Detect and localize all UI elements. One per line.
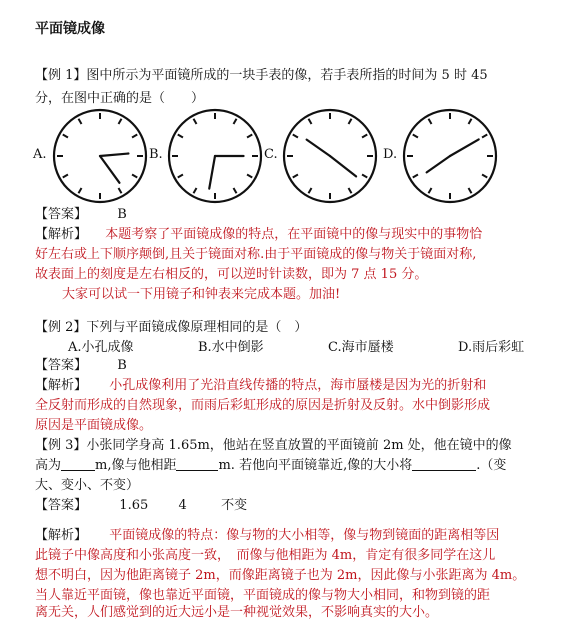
- ex3-blank-2[interactable]: [176, 457, 218, 471]
- clock-icon[interactable]: [281, 107, 379, 205]
- ex3-q2-b: m,像与他相距: [95, 458, 177, 473]
- ex3-q2-d: .（变: [476, 458, 507, 473]
- ex3-q1: 小张同学身高 1.65m，他站在竖直放置的平面镜前 2m 处，他在镜中的像: [86, 438, 512, 453]
- ex3-blank-1[interactable]: [61, 457, 95, 471]
- ex3-analysis-line5: 离无关，人们感觉到的近大远小是一种视觉效果，不影响真实的大小。: [35, 605, 439, 620]
- ex2-option-a: A.小孔成像: [68, 340, 134, 355]
- ex1-tip: 大家可以试一下用镜子和钟表来完成本题。加油!: [62, 287, 341, 302]
- ex2-analysis-line2: 全反射而形成的自然现象，而雨后彩虹形成的原因是折射及反射。水中倒影形成: [35, 398, 491, 413]
- ex2-option-c: C.海市蜃楼: [328, 340, 394, 355]
- ex3-answer-row: [35, 496, 247, 516]
- ex2-analysis-row: [35, 376, 486, 396]
- ex3-analysis-line4: 当人靠近平面镜，像也靠近平面镜，平面镜成的像与物大小相同，和物到镜的距: [35, 588, 491, 603]
- ex2-answer: B: [117, 358, 127, 373]
- ex3-analysis-label: 【解析】: [35, 528, 88, 543]
- ex2-answer-label: 【答案】: [35, 358, 88, 373]
- ex3-answer-3: 不变: [221, 498, 248, 513]
- ex1-analysis-row: [35, 225, 482, 245]
- ex3-analysis-line3: 想不明白，因为他距离镜子 2m，而像距离镜子也为 2m，因此像与小张距离为 4m。: [35, 568, 526, 583]
- ex1-q2: 分，在图中正确的是（ ）: [35, 91, 205, 106]
- ex2-option-d: D.雨后彩虹: [458, 340, 525, 355]
- ex3-analysis-line1: 平面镜成像的特点：像与物的大小相等，像与物到镜面的距离相等因: [109, 528, 500, 543]
- ex3-analysis-line2: 此镜子中像高度和小张高度一致， 而像与他相距为 4m，肯定有很多同学在这儿: [35, 548, 496, 563]
- ex3-q3: 大、变小、不变）: [35, 478, 140, 493]
- ex3-q2-a: 高为: [35, 458, 62, 473]
- ex3-label: 【例 3】: [35, 438, 87, 453]
- ex3-question-row: [35, 436, 512, 456]
- ex2-answer-row: [35, 356, 127, 376]
- ex2-analysis-label: 【解析】: [35, 378, 88, 393]
- clock-icon[interactable]: [166, 107, 264, 205]
- ex1-label: 【例 1】: [35, 68, 87, 83]
- ex1-question-line1: [35, 66, 488, 86]
- ex2-option-b: B.水中倒影: [198, 340, 264, 355]
- ex1-analysis-line3: 故表面上的刻度是左右相反的，可以逆时针读数，即为 7 点 15 分。: [35, 267, 428, 282]
- ex3-q2-c: m. 若他向平面镜靠近,像的大小将: [218, 458, 413, 473]
- ex3-answer-1: 1.65: [119, 498, 149, 513]
- ex1-q1: 图中所示为平面镜所成的一块手表的像，若手表所指的时间为 5 时 45: [86, 68, 488, 83]
- ex3-blank-3[interactable]: [412, 457, 476, 471]
- ex2-analysis-line1: 小孔成像利用了光沿直线传播的特点，海市蜃楼是因为光的折射和: [109, 378, 487, 393]
- ex2-question: 下列与平面镜成像原理相同的是（ ）: [86, 320, 308, 335]
- ex3-analysis-row: [35, 526, 499, 546]
- ex3-q2-row: [35, 456, 506, 476]
- ex1-answer-row: [35, 205, 127, 225]
- ex2-question-row: [35, 318, 307, 338]
- ex1-option-label: D.: [383, 147, 398, 162]
- ex1-analysis-line2: 好左右或上下顺序颠倒,且关于镜面对称.由于平面镜成的像与物关于镜面对称,: [35, 247, 477, 262]
- ex1-answer: B: [117, 207, 127, 222]
- ex1-option-label: A.: [33, 147, 47, 162]
- ex1-analysis-label: 【解析】: [35, 227, 88, 242]
- ex1-option-label: C.: [264, 147, 278, 162]
- page-title: 平面镜成像: [35, 21, 105, 37]
- clock-icon[interactable]: [401, 107, 499, 205]
- ex1-analysis-line1: 本题考察了平面镜成像的特点，在平面镜中的像与现实中的事物恰: [105, 227, 483, 242]
- ex2-label: 【例 2】: [35, 320, 87, 335]
- ex1-answer-label: 【答案】: [35, 207, 88, 222]
- clock-icon[interactable]: [51, 107, 149, 205]
- ex3-answer-2: 4: [178, 498, 187, 513]
- ex3-answer-label: 【答案】: [35, 498, 88, 513]
- ex1-option-label: B.: [149, 147, 163, 162]
- ex2-analysis-line3: 原因是平面镜成像。: [35, 418, 153, 433]
